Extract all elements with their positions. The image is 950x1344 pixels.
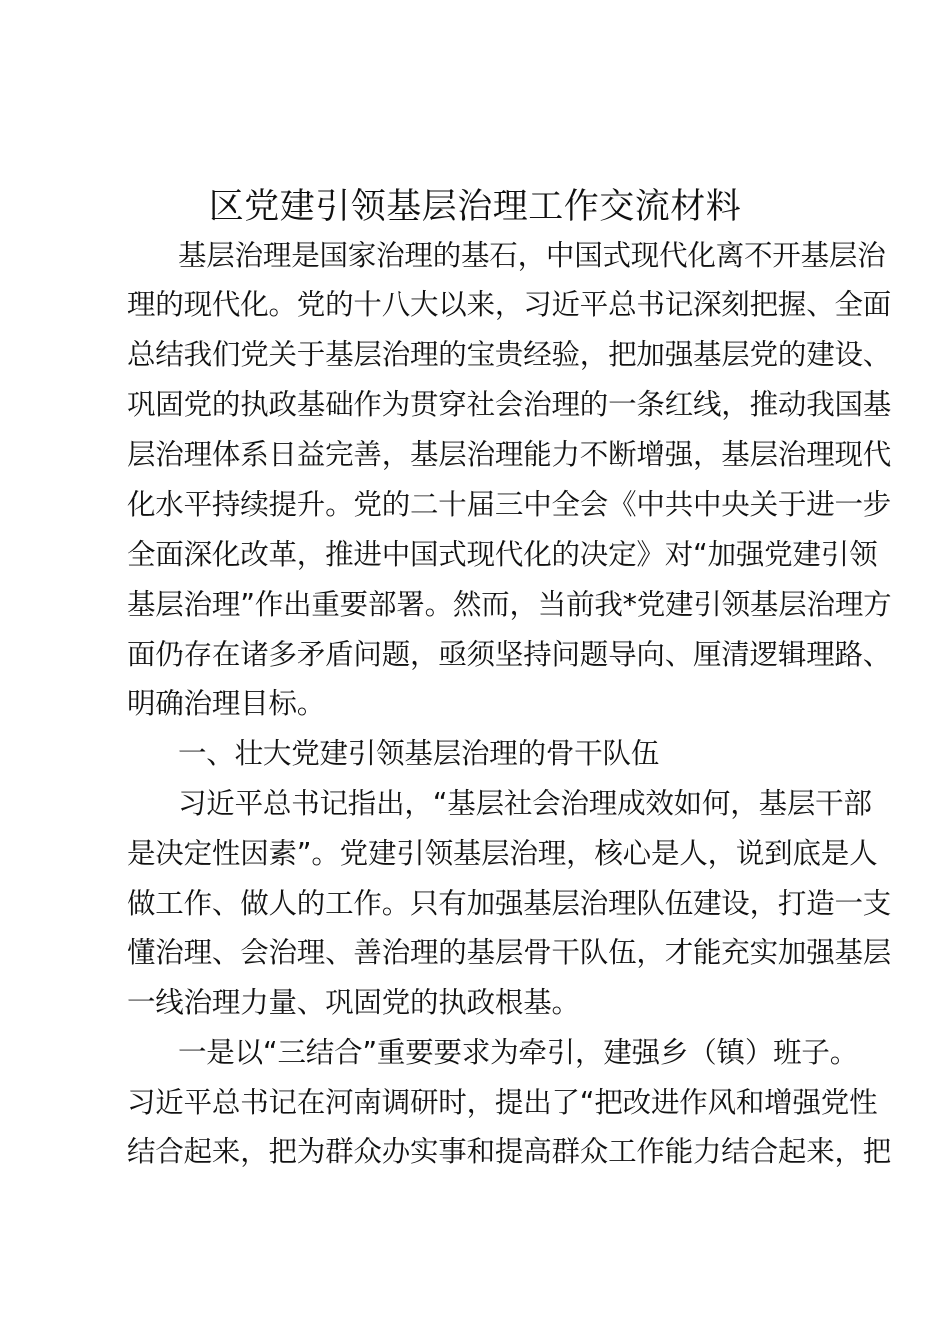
paragraph-line: 一线治理力量、巩固党的执政根基。 — [127, 986, 580, 1019]
paragraph-line: 做工作、做人的工作。只有加强基层治理队伍建设，打造一支 — [127, 887, 892, 920]
paragraph-line: 全面深化改革，推进中国式现代化的决定》对“加强党建引领 — [127, 538, 878, 571]
paragraph-line: 巩固党的执政基础作为贯穿社会治理的一条红线，推动我国基 — [127, 388, 892, 421]
document-title: 区党建引领基层治理工作交流材料 — [208, 187, 742, 227]
paragraph-line: 理的现代化。党的十八大以来，习近平总书记深刻把握、全面 — [127, 288, 892, 321]
paragraph-line: 基层治理是国家治理的基石，中国式现代化离不开基层治 — [178, 239, 886, 272]
paragraph-line: 习近平总书记指出，“基层社会治理成效如何，基层干部 — [178, 787, 872, 820]
paragraph-line: 一是以“三结合”重要要求为牵引，建强乡（镇）班子。 — [178, 1036, 859, 1069]
paragraph-line: 懂治理、会治理、善治理的基层骨干队伍，才能充实加强基层 — [127, 936, 892, 969]
section-heading: 一、壮大党建引领基层治理的骨干队伍 — [178, 737, 660, 770]
paragraph-line: 层治理体系日益完善，基层治理能力不断增强，基层治理现代 — [127, 438, 892, 471]
paragraph-line: 化水平持续提升。党的二十届三中全会《中共中央关于进一步 — [127, 488, 892, 521]
paragraph-line: 基层治理”作出重要部署。然而，当前我*党建引领基层治理方 — [127, 588, 892, 621]
paragraph-line: 明确治理目标。 — [127, 687, 326, 720]
paragraph-line: 面仍存在诸多矛盾问题，亟须坚持问题导向、厘清逻辑理路、 — [127, 638, 892, 671]
paragraph-line: 结合起来，把为群众办实事和提高群众工作能力结合起来，把 — [127, 1135, 892, 1168]
paragraph-line: 总结我们党关于基层治理的宝贵经验，把加强基层党的建设、 — [127, 338, 892, 371]
paragraph-line: 习近平总书记在河南调研时，提出了“把改进作风和增强党性 — [127, 1086, 878, 1119]
paragraph-line: 是决定性因素”。党建引领基层治理，核心是人，说到底是人 — [127, 837, 878, 870]
